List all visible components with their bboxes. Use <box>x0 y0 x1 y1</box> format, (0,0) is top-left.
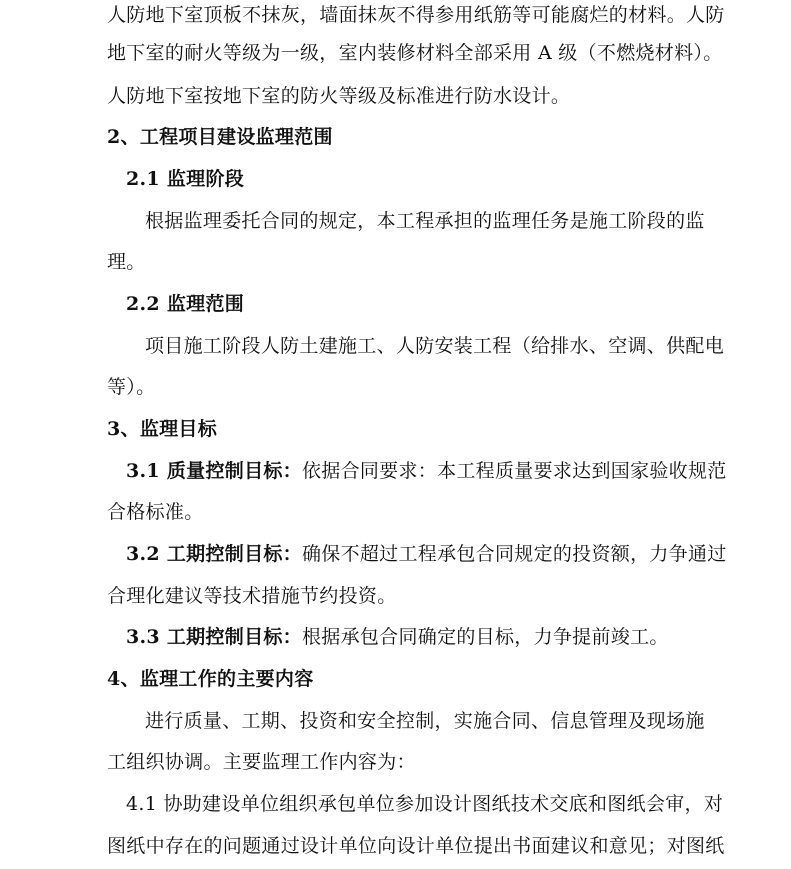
section-heading-2: 2、工程项目建设监理范围 <box>107 126 333 148</box>
goal-text-schedule: 根据承包合同确定的目标，力争提前竣工。 <box>301 626 669 648</box>
paragraph-line: 地下室的耐火等级为一级，室内装修材料全部采用 A 级（不燃烧材料）。 <box>107 42 723 64</box>
paragraph-line: 等）。 <box>107 376 156 398</box>
section-heading-3: 3、监理目标 <box>107 418 218 440</box>
subsection-heading-2-2: 2.2 监理范围 <box>126 293 245 315</box>
goal-label-schedule-2: 3.3 工期控制目标： <box>126 626 302 648</box>
paragraph-line: 根据监理委托合同的规定，本工程承担的监理任务是施工阶段的监 <box>145 210 705 232</box>
paragraph-line: 理。 <box>107 251 146 273</box>
paragraph-line: 项目施工阶段人防土建施工、人防安装工程（给排水、空调、供配电 <box>145 335 725 357</box>
goal-label-schedule: 3.2 工期控制目标： <box>126 543 302 565</box>
goal-label-quality: 3.1 质量控制目标： <box>126 460 302 482</box>
paragraph-line <box>0 450 791 492</box>
subsection-heading-2-1: 2.1 监理阶段 <box>126 168 245 190</box>
section-heading-4: 4、监理工作的主要内容 <box>107 668 314 690</box>
paragraph-line: 人防地下室顶板不抹灰，墙面抹灰不得参用纸筋等可能腐烂的材料。人防 <box>107 4 725 26</box>
paragraph-line <box>0 533 791 575</box>
paragraph-line: 人防地下室按地下室的防火等级及标准进行防水设计。 <box>107 85 571 107</box>
paragraph-line: 进行质量、工期、投资和安全控制，实施合同、信息管理及现场施 <box>145 710 705 732</box>
paragraph-line <box>0 616 791 658</box>
paragraph-line: 工组织协调。主要监理工作内容为： <box>107 751 416 773</box>
paragraph-line: 合格标准。 <box>107 501 204 523</box>
paragraph-line: 合理化建议等技术措施节约投资。 <box>107 585 397 607</box>
paragraph-line: 图纸中存在的问题通过设计单位向设计单位提出书面建议和意见；对图纸 <box>107 835 725 857</box>
goal-text-quality: 依据合同要求：本工程质量要求达到国家验收规范 <box>301 460 727 482</box>
paragraph-line: 4.1 协助建设单位组织承包单位参加设计图纸技术交底和图纸会审，对 <box>126 793 724 815</box>
goal-text-investment: 确保不超过工程承包合同规定的投资额，力争通过 <box>301 543 727 565</box>
